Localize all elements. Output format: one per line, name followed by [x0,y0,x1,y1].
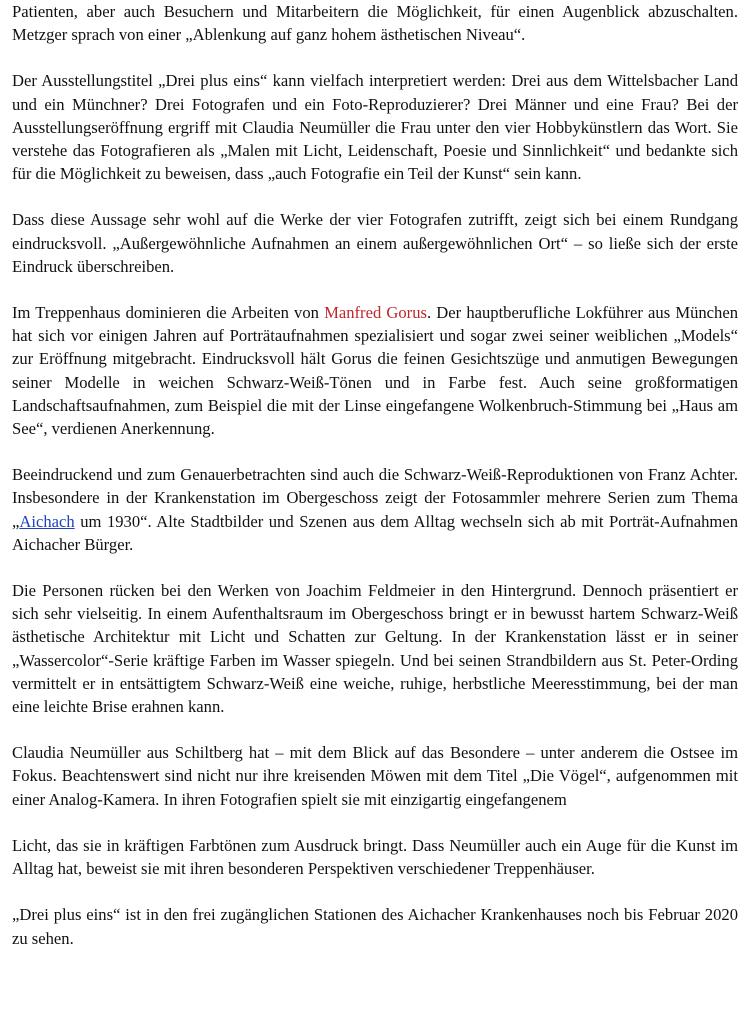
aichach-link[interactable]: Aichach [19,511,75,531]
paragraph-4 [12,301,738,440]
paragraph-1: Patienten, aber auch Besuchern und Mitarbeitern die Möglichkeit, für einen Augenblick abzuschalten. Metzger sprach von einer „Ablenkung auf ganz hohem ästhetischen Niveau“. [12,2,738,45]
paragraph-8: Licht, das sie in kräftigen Farbtönen zum Ausdruck bringt. Dass Neumüller auch ein Auge für die Kunst im Alltag hat, beweist sie mit ihren besonderen Perspektiven verschiedener Treppenhäuser. [12,835,738,879]
paragraph-9: „Drei plus eins“ ist in den frei zugänglichen Stationen des Aichacher Krankenhauses noch bis Februar 2020 zu sehen. [12,905,738,948]
highlighted-name-manfred-gorus: Manfred Gorus [324,303,427,323]
paragraph-4-text-end: . Der hauptberufliche Lokführer aus München hat sich vor einigen Jahren auf Porträtaufnahmen spezialisiert und sogar zwei seiner weiblichen „Models“ zur Eröffnung mitgebracht. Eindrucksvoll hält Gorus die feinen Gesichtszüge und anmutigen Bewegungen seiner Modelle in weichen Schwarz-Weiß-Tönen und in Farbe fest. Auch seine großformatigen Landschaftsaufnahmen, zum Beispiel die mit der Linse eingefangene Wolkenbruch-Stimmung bei „Haus am See“, verdienen Anerkennung. [12,303,738,439]
paragraph-7: Claudia Neumüller aus Schiltberg hat – mit dem Blick auf das Besondere – unter anderem die Ostsee im Fokus. Beachtenswert sind nicht nur ihre kreisenden Möwen mit dem Titel „Die Vögel“, aufgenommen mit einer Analog-Kamera. In ihren Fotografien spielt sie mit einzigartig eingefangenem [12,743,738,809]
paragraph-3: Dass diese Aussage sehr wohl auf die Werke der vier Fotografen zutrifft, zeigt sich bei einem Rundgang eindrucksvoll. „Außergewöhnliche Aufnahmen an einem außergewöhnlichen Ort“ – so ließe sich der erste Eindruck überschreiben. [12,210,738,276]
paragraph-5 [12,463,738,556]
paragraph-6: Die Personen rücken bei den Werken von Joachim Feldmeier in den Hintergrund. Dennoch präsentiert er sich sehr vielseitig. In einem Aufenthaltsraum im Obergeschoss bringt er in bewusst hartem Schwarz-Weiß ästhetische Architektur mit Licht und Schatten zur Geltung. In der Krankenstation lässt er in seiner „Wassercolor“-Serie kräftige Farben im Wasser spiegeln. Und bei seinen Strandbildern aus St. Peter-Ording vermittelt er in entsättigtem Schwarz-Weiß eine weiche, ruhige, herbstliche Meeresstimmung, bei der man eine leichte Brise erahnen kann. [12,581,738,717]
paragraph-5-text-start: Beeindruckend und zum Genauerbetrachten sind auch die Schwarz-Weiß-Reproduktionen von Franz Achter. Insbesondere in der Krankenstation im Obergeschoss zeigt der Fotosammler mehrere Serien zum Thema „ [12,465,738,531]
paragraph-4-text-start: Im Treppenhaus dominieren die Arbeiten von [12,303,325,323]
article-body [12,0,738,973]
paragraph-2: Der Ausstellungstitel „Drei plus eins“ kann vielfach interpretiert werden: Drei aus dem Wittelsbacher Land und ein Münchner? Drei Fotografen und ein Foto-Reproduzierer? Drei Männer und eine Frau? Bei der Ausstellungseröffnung ergriff mit Claudia Neumüller die Frau unter den vier Hobbykünstlern das Wort. Sie verstehe das Fotografieren als „Malen mit Licht, Leidenschaft, Poesie und Sinnlichkeit“ und bedankte sich für die Möglichkeit zu beweisen, dass „auch Fotografie ein Teil der Kunst“ sein kann. [12,71,738,184]
paragraph-5-text-end: um 1930“. Alte Stadtbilder und Szenen aus dem Alltag wechseln sich ab mit Porträt-Aufnahmen Aichacher Bürger. [12,511,738,554]
